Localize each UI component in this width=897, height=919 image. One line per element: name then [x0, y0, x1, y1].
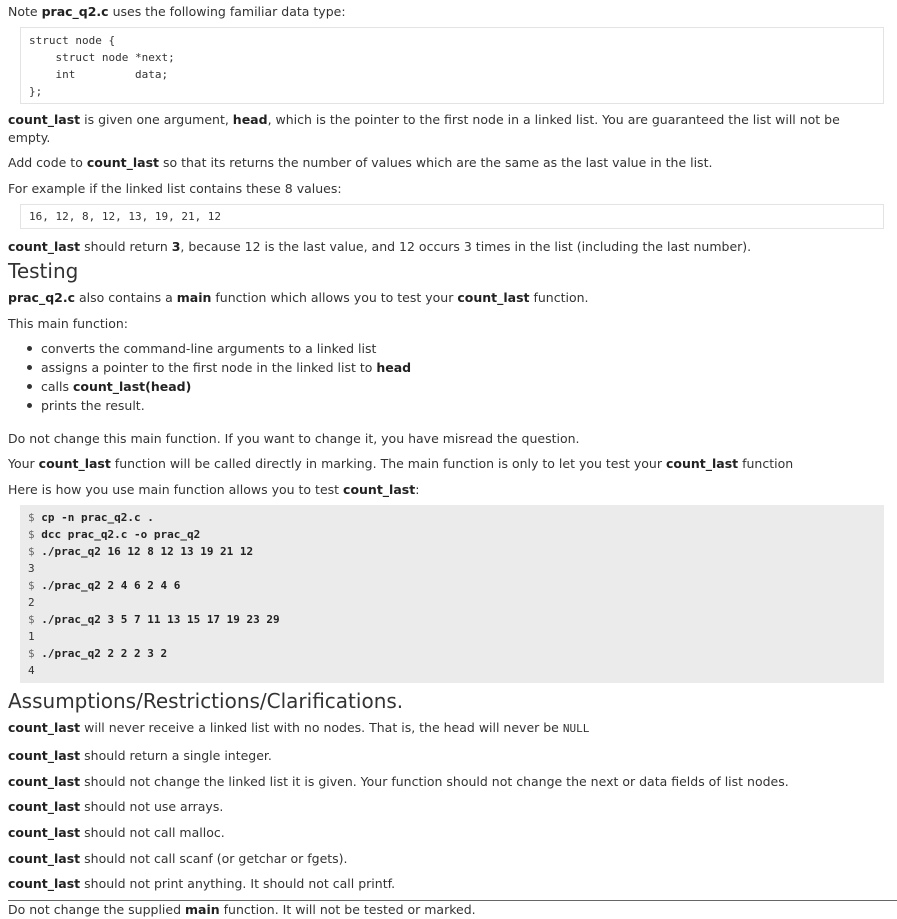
rule-item: count_last should not use arrays.	[8, 799, 224, 814]
marking-paragraph: Your count_last function will be called directly in marking. The main function is only to let you test your count_last function	[8, 456, 794, 471]
task-paragraph: Add code to count_last so that its returns the number of values which are the same as the last value in the list.	[8, 155, 713, 170]
list-item: converts the command-line arguments to a linked list	[41, 339, 884, 358]
rule-item: count_last should not call scanf (or getchar or fgets).	[8, 851, 348, 866]
terminal-line: $ ./prac_q2 3 5 7 11 13 15 17 19 23 29	[28, 613, 280, 626]
terminal-line: $ cp -n prac_q2.c .	[28, 511, 154, 524]
assumptions-heading: Assumptions/Restrictions/Clarifications.	[8, 689, 404, 713]
file-name: prac_q2.c	[41, 4, 109, 19]
example-paragraph: For example if the linked list contains these 8 values:	[8, 181, 342, 196]
terminal-output: 4	[28, 664, 35, 677]
rule-item: count_last will never receive a linked list with no nodes. That is, the head will never be NULL	[8, 720, 590, 735]
struct-code-block: struct node { struct node *next; int data; };	[20, 27, 884, 104]
intro-paragraph: Note prac_q2.c uses the following familiar data type:	[8, 4, 346, 19]
warning-paragraph: Do not change this main function. If you want to change it, you have misread the question.	[8, 431, 580, 446]
result-paragraph: count_last should return 3, because 12 is the last value, and 12 occurs 3 times in the list (including the last number).	[8, 239, 752, 254]
terminal-line: $ ./prac_q2 16 12 8 12 13 19 21 12	[28, 545, 254, 558]
main-function-paragraph: This main function:	[8, 316, 128, 331]
bottom-divider	[8, 900, 897, 901]
rule-item: count_last should not print anything. It should not call printf.	[8, 876, 396, 891]
example-values-block: 16, 12, 8, 12, 13, 19, 21, 12	[20, 204, 884, 229]
rule-item: count_last should return a single integer.	[8, 748, 272, 763]
description-paragraph: count_last is given one argument, head, which is the pointer to the first node in a linked list. You are guaranteed the list will not be empty.	[8, 112, 840, 145]
terminal-session	[20, 505, 884, 683]
testing-paragraph: prac_q2.c also contains a main function which allows you to test your count_last function.	[8, 290, 589, 305]
final-note: Do not change the supplied main function. It will not be tested or marked.	[8, 902, 476, 917]
testing-heading: Testing	[8, 259, 79, 283]
list-item: prints the result.	[41, 396, 884, 415]
usage-paragraph: Here is how you use main function allows you to test count_last:	[8, 482, 420, 497]
main-function-steps	[8, 339, 884, 415]
function-name: count_last	[8, 112, 81, 127]
rule-item: count_last should not change the linked list it is given. Your function should not change the next or data fields of list nodes.	[8, 774, 789, 789]
terminal-line: $ ./prac_q2 2 4 6 2 4 6	[28, 579, 181, 592]
list-item: assigns a pointer to the first node in the linked list to head	[41, 358, 884, 377]
terminal-line: $ dcc prac_q2.c -o prac_q2	[28, 528, 201, 541]
terminal-output: 3	[28, 562, 35, 575]
rule-item: count_last should not call malloc.	[8, 825, 225, 840]
list-item: calls count_last(head)	[41, 377, 884, 396]
terminal-line: $ ./prac_q2 2 2 2 3 2	[28, 647, 168, 660]
terminal-output: 2	[28, 596, 35, 609]
terminal-output: 1	[28, 630, 35, 643]
